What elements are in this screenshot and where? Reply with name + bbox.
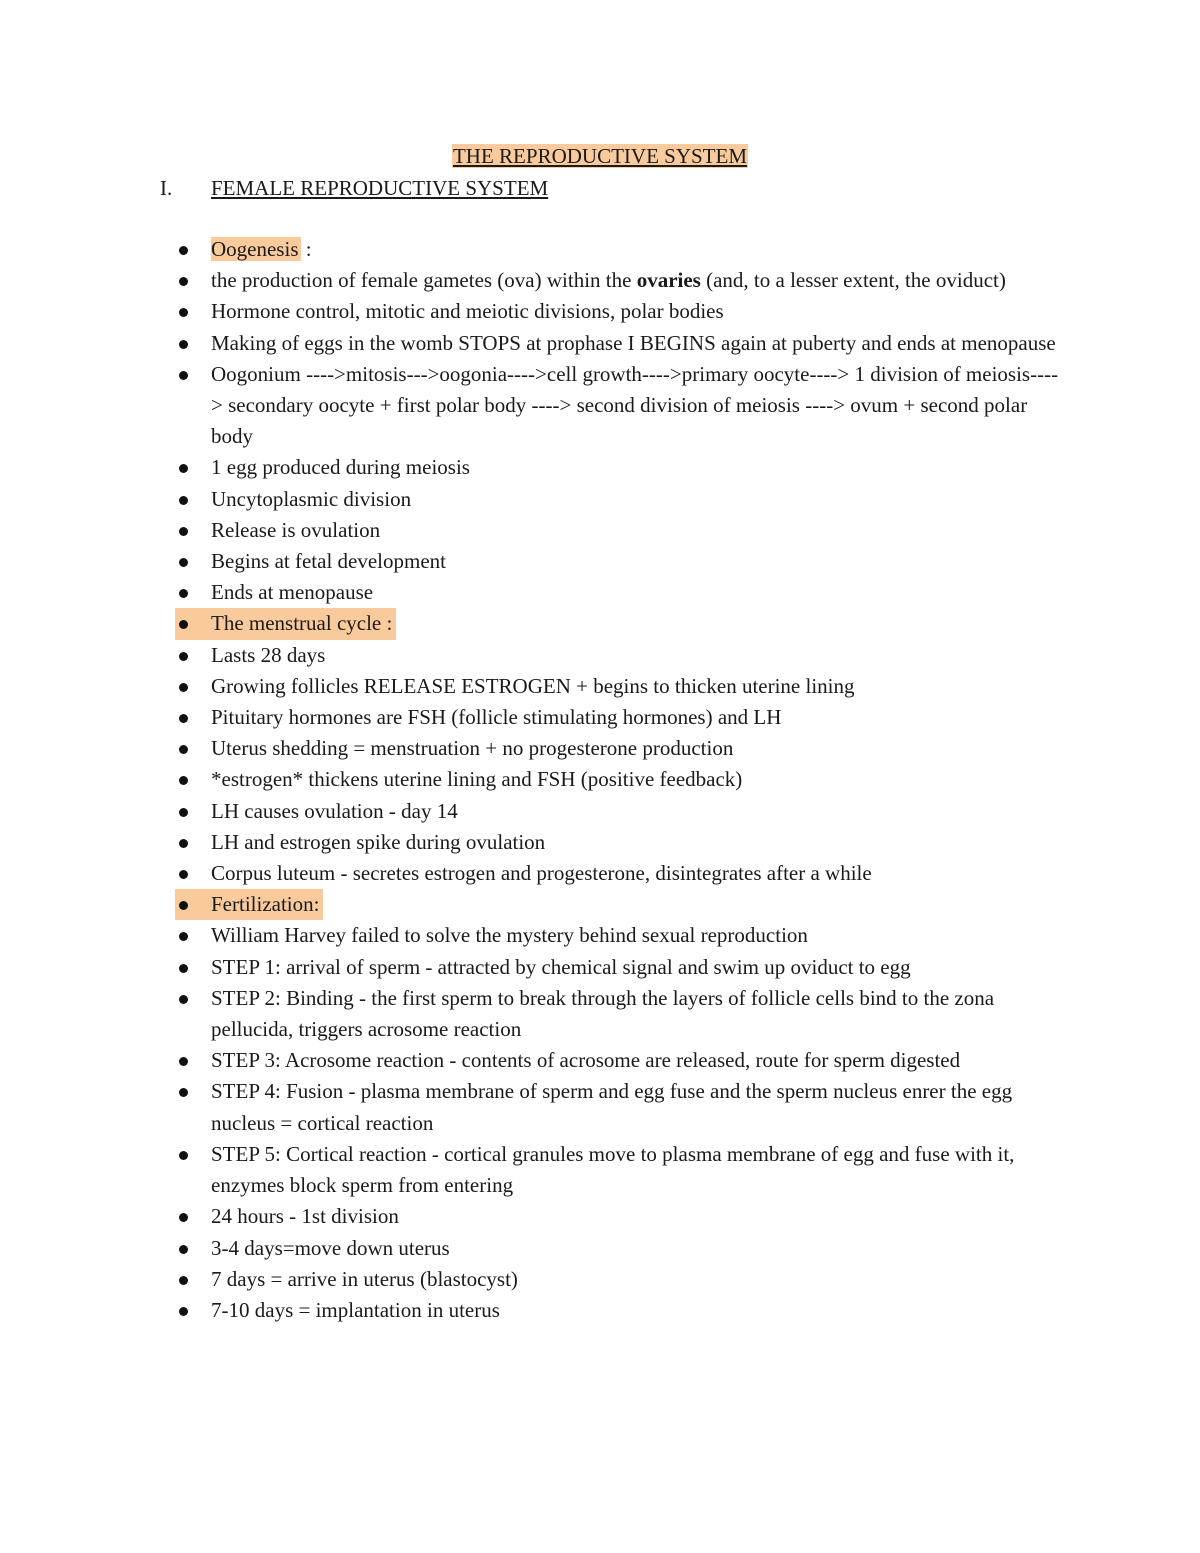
bullet-icon — [179, 496, 188, 505]
item-text: Pituitary hormones are FSH (follicle stimulating hormones) and LH — [211, 705, 782, 730]
oogenesis-colon: : — [300, 237, 312, 261]
list-item — [0, 1139, 1066, 1201]
section-heading-text: FEMALE REPRODUCTIVE SYSTEM — [211, 176, 549, 200]
list-item — [0, 265, 1066, 296]
bullet-icon — [179, 1307, 188, 1316]
bullet-icon — [179, 683, 188, 692]
list-item — [0, 764, 1066, 795]
item-text: Corpus luteum - secretes estrogen and progesterone, disintegrates after a while — [211, 861, 872, 886]
document-title — [0, 141, 1200, 172]
item-text: William Harvey failed to solve the mystery behind sexual reproduction — [211, 923, 808, 948]
item-text: 3-4 days=move down uterus — [211, 1235, 450, 1260]
item-text: 7-10 days = implantation in uterus — [211, 1297, 500, 1322]
item-text: Lasts 28 days — [211, 642, 326, 667]
bullet-icon — [179, 1057, 188, 1066]
list-item — [0, 952, 1066, 983]
item-text: Making of eggs in the womb STOPS at prophase I BEGINS again at puberty and ends at menopause — [211, 330, 1056, 355]
list-item — [0, 359, 1066, 453]
item-text: LH and estrogen spike during ovulation — [211, 829, 546, 854]
section-heading — [160, 173, 548, 204]
item-text: STEP 3: Acrosome reaction - contents of acrosome are released, route for sperm digested — [211, 1048, 961, 1073]
list-item — [0, 640, 1066, 671]
bold-term-ovaries: ovaries — [636, 268, 701, 293]
list-item — [0, 1264, 1066, 1295]
bullet-icon — [179, 808, 188, 817]
bullet-icon — [179, 745, 188, 754]
bullet-icon — [179, 776, 188, 785]
list-item — [0, 1045, 1066, 1076]
highlight-fertilization: Fertilization: — [175, 889, 323, 920]
list-item — [0, 1076, 1066, 1138]
bullet-icon — [179, 558, 188, 567]
item-text: (and, to a lesser extent, the oviduct) — [700, 268, 1006, 293]
bullet-icon — [179, 589, 188, 598]
bullet-icon — [179, 277, 188, 286]
item-text: Hormone control, mitotic and meiotic divisions, polar bodies — [211, 299, 724, 324]
item-text: Begins at fetal development — [211, 549, 447, 574]
bullet-icon — [179, 1245, 188, 1254]
item-text: the production of female gametes (ova) within the — [211, 268, 637, 293]
list-item — [0, 296, 1066, 327]
highlight-oogenesis: Oogenesis — [211, 237, 299, 261]
bullet-icon — [179, 870, 188, 879]
item-text: STEP 1: arrival of sperm - attracted by chemical signal and swim up oviduct to egg — [211, 954, 911, 979]
bullet-icon — [179, 652, 188, 661]
list-item — [0, 1201, 1066, 1232]
highlight-menstrual-cycle: The menstrual cycle : — [175, 608, 396, 639]
item-text: Release is ovulation — [211, 517, 381, 542]
bullet-icon — [179, 1213, 188, 1222]
list-item — [0, 983, 1066, 1045]
item-text: STEP 4: Fusion - plasma membrane of sperm and egg fuse and the sperm nucleus enrer the egg nucleus = cortical reaction — [211, 1079, 1013, 1135]
list-item — [0, 858, 1066, 889]
item-text: Ends at menopause — [211, 580, 374, 605]
list-item — [0, 733, 1066, 764]
item-text: Uterus shedding = menstruation + no progesterone production — [211, 736, 734, 761]
section-numeral: I. — [160, 176, 173, 200]
list-item — [0, 702, 1066, 733]
bullet-icon — [179, 464, 188, 473]
notes-list — [0, 234, 1200, 1326]
bullet-icon — [179, 964, 188, 973]
item-text: LH causes ovulation - day 14 — [211, 798, 458, 823]
item-text: STEP 2: Binding - the first sperm to break through the layers of follicle cells bind to the zona pellucida, triggers acrosome reaction — [211, 985, 995, 1042]
list-item — [0, 515, 1066, 546]
list-item — [0, 328, 1066, 359]
document-title-text: THE REPRODUCTIVE SYSTEM — [452, 144, 747, 168]
list-item — [0, 920, 1066, 951]
bullet-icon — [179, 527, 188, 536]
bullet-icon — [179, 839, 188, 848]
list-item — [0, 796, 1066, 827]
list-item — [0, 1233, 1066, 1264]
bullet-icon — [179, 995, 188, 1004]
list-item — [0, 827, 1066, 858]
bullet-icon — [179, 340, 188, 349]
list-item — [0, 1295, 1066, 1326]
bullet-icon — [179, 1088, 188, 1097]
item-text: Oogonium ---->mitosis--->oogonia---->cell growth---->primary oocyte----> 1 division of meiosis----> secondary oocyte + first polar body ----> second division of meiosis ----> ovum + second polar body — [211, 361, 1059, 449]
list-item-menstrual-cycle — [0, 608, 1066, 639]
bullet-icon — [179, 1276, 188, 1285]
list-item — [0, 484, 1066, 515]
bullet-icon — [179, 371, 188, 380]
bullet-icon — [179, 246, 188, 255]
item-text: *estrogen* thickens uterine lining and FSH (positive feedback) — [211, 767, 743, 792]
item-text: Uncytoplasmic division — [211, 486, 412, 511]
item-text: STEP 5: Cortical reaction - cortical granules move to plasma membrane of egg and fuse with it, enzymes block sperm from entering — [211, 1141, 1015, 1198]
list-item-fertilization — [0, 889, 1066, 920]
list-item — [0, 452, 1066, 483]
list-item — [0, 546, 1066, 577]
item-text: 7 days = arrive in uterus (blastocyst) — [211, 1266, 518, 1291]
list-item — [0, 671, 1066, 702]
item-text: Growing follicles RELEASE ESTROGEN + begins to thicken uterine lining — [211, 673, 855, 698]
bullet-icon — [179, 308, 188, 317]
bullet-icon — [179, 714, 188, 723]
bullet-icon — [179, 1151, 188, 1160]
item-text: 1 egg produced during meiosis — [211, 455, 470, 480]
bullet-icon — [179, 932, 188, 941]
item-text: 24 hours - 1st division — [211, 1204, 399, 1229]
list-item-oogenesis — [0, 234, 1066, 265]
list-item — [0, 577, 1066, 608]
